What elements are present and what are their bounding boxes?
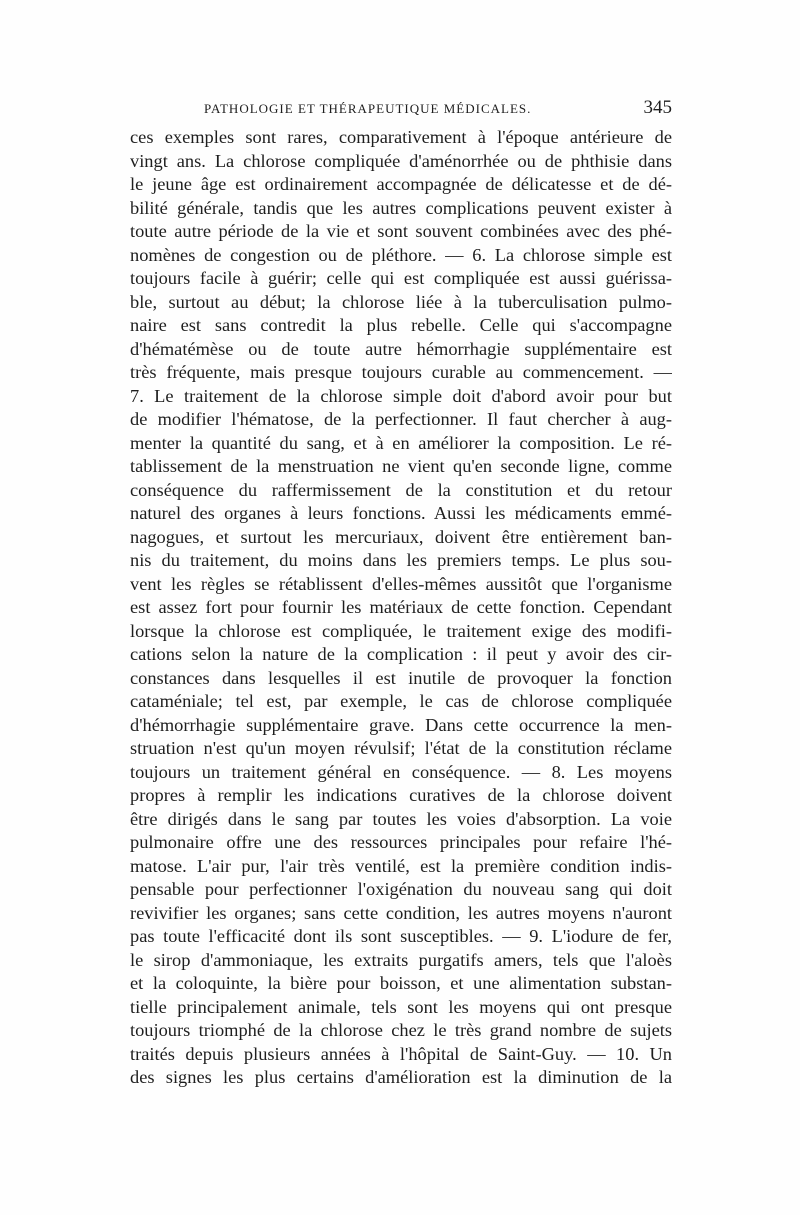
text-line: matose. L'air pur, l'air très ventilé, est la première condition indis- bbox=[130, 855, 672, 876]
text-line: naire est sans contredit la plus rebelle. Celle qui s'accompagne bbox=[130, 315, 672, 335]
text-line: tielle principalement animale, tels sont les moyens qui ont presque bbox=[130, 996, 672, 1017]
page-number: 345 bbox=[643, 97, 672, 118]
text-line: cations selon la nature de la complication : il peut y avoir des cir- bbox=[130, 644, 672, 664]
text-line: de modifier l'hématose, de la perfectionner. Il faut chercher à aug- bbox=[130, 409, 672, 429]
text-line: pensable pour perfectionner l'oxigénation du nouveau sang qui doit bbox=[130, 879, 672, 899]
text-line: nagogues, et surtout les mercuriaux, doivent être entièrement ban- bbox=[130, 526, 672, 547]
text-line: le sirop d'ammoniaque, les extraits purgatifs amers, tels que l'aloès bbox=[130, 949, 672, 970]
text-line: toujours facile à guérir; celle qui est compliquée est aussi guérissa- bbox=[130, 268, 672, 288]
text-line: vent les règles se rétablissent d'elles-mêmes aussitôt que l'organisme bbox=[130, 573, 672, 594]
text-line: struation n'est qu'un moyen révulsif; l'état de la constitution réclame bbox=[130, 738, 672, 758]
text-line: lorsque la chlorose est compliquée, le traitement exige des modifi- bbox=[130, 620, 672, 641]
text-line: très fréquente, mais presque toujours curable au commencement. — bbox=[130, 362, 672, 382]
text-line: bilité générale, tandis que les autres complications peuvent exister à bbox=[130, 197, 672, 218]
text-line: est assez fort pour fournir les matériaux de cette fonction. Cependant bbox=[130, 597, 672, 617]
text-line: et la coloquinte, la bière pour boisson, et une alimentation substan- bbox=[130, 973, 672, 993]
text-line: des signes les plus certains d'amélioration est la diminution de la bbox=[130, 1067, 672, 1087]
text-line: traités depuis plusieurs années à l'hôpital de Saint-Guy. — 10. Un bbox=[130, 1043, 672, 1064]
text-line: conséquence du raffermissement de la constitution et du retour bbox=[130, 479, 672, 500]
text-line: pulmonaire offre une des ressources principales pour refaire l'hé- bbox=[130, 832, 672, 852]
text-line: ces exemples sont rares, comparativement à l'époque antérieure de bbox=[130, 127, 672, 147]
text-line: le jeune âge est ordinairement accompagnée de délicatesse et de dé- bbox=[130, 174, 672, 194]
text-line: revivifier les organes; sans cette condition, les autres moyens n'auront bbox=[130, 902, 672, 923]
text-line: propres à remplir les indications curatives de la chlorose doivent bbox=[130, 785, 672, 805]
text-line: être dirigés dans le sang par toutes les voies d'absorption. La voie bbox=[130, 808, 672, 829]
running-title: PATHOLOGIE ET THÉRAPEUTIQUE MÉDICALES. bbox=[204, 101, 532, 116]
text-line: nis du traitement, du moins dans les premiers temps. Le plus sou- bbox=[130, 550, 672, 570]
text-line: 7. Le traitement de la chlorose simple doit d'abord avoir pour but bbox=[130, 385, 672, 406]
text-line: tablissement de la menstruation ne vient qu'en seconde ligne, comme bbox=[130, 456, 672, 476]
body-text bbox=[130, 126, 672, 1090]
text-line: cataméniale; tel est, par exemple, le cas de chlorose compliquée bbox=[130, 691, 672, 711]
text-line: nomènes de congestion ou de pléthore. — 6. La chlorose simple est bbox=[130, 244, 672, 265]
text-line: toujours triomphé de la chlorose chez le très grand nombre de sujets bbox=[130, 1020, 672, 1040]
text-line: toujours un traitement général en conséquence. — 8. Les moyens bbox=[130, 761, 672, 782]
running-head bbox=[130, 97, 672, 121]
text-line: vingt ans. La chlorose compliquée d'aménorrhée ou de phthisie dans bbox=[130, 150, 672, 171]
text-line: toute autre période de la vie et sont souvent combinées avec des phé- bbox=[130, 221, 672, 241]
text-line: constances dans lesquelles il est inutile de provoquer la fonction bbox=[130, 667, 672, 688]
text-line: pas toute l'efficacité dont ils sont susceptibles. — 9. L'iodure de fer, bbox=[130, 926, 672, 946]
text-line: naturel des organes à leurs fonctions. Aussi les médicaments emmé- bbox=[130, 503, 672, 523]
text-line: d'hématémèse ou de toute autre hémorrhagie supplémentaire est bbox=[130, 338, 672, 359]
text-line: menter la quantité du sang, et à en améliorer la composition. Le ré- bbox=[130, 432, 672, 453]
text-line: ble, surtout au début; la chlorose liée à la tuberculisation pulmo- bbox=[130, 291, 672, 312]
text-line: d'hémorrhagie supplémentaire grave. Dans cette occurrence la men- bbox=[130, 714, 672, 735]
